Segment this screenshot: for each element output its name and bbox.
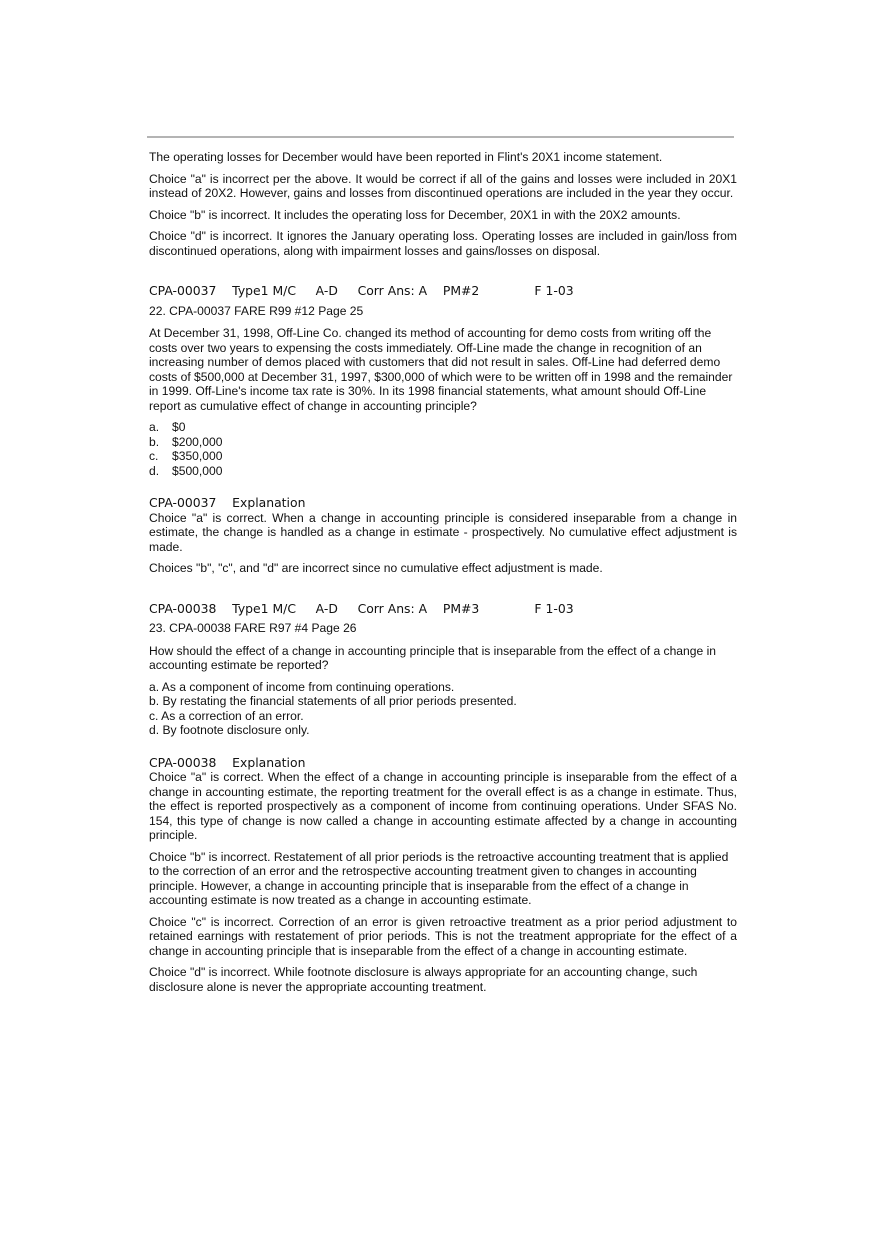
previous-explanation-continuation: [149, 150, 737, 258]
answer-choice: c. As a correction of an error.: [149, 708, 304, 723]
paragraph: Choice "d" is incorrect. It ignores the January operating loss. Operating losses are included in gain/loss from discontinued operations, along with impairment losses and gains/losses on disposal.: [149, 229, 737, 258]
answer-choice: b. $200,000: [149, 434, 223, 449]
question-cpa-00038: [149, 602, 737, 995]
question-header: CPA-00037 Type1 M/C A-D Corr Ans: A PM#2 F 1-03: [149, 283, 574, 298]
explanation-paragraph: Choice "a" is correct. When a change in accounting principle is considered inseparable from a change in estimate, the change is handled as a change in estimate - prospectively. No cumulative effect adjustment is made.: [149, 510, 737, 554]
answer-choice: a. As a component of income from continuing operations.: [149, 679, 455, 694]
header-rule: [147, 136, 734, 138]
answer-choices: [149, 680, 737, 738]
question-text: At December 31, 1998, Off-Line Co. changed its method of accounting for demo costs from writing off the costs over two years to expensing the costs immediately. Off-Line made the change in recognition of an increasing number of demos placed with customers that did not result in sales. Off-Line had deferred demo costs of $500,000 at December 31, 1997, $300,000 of which were to be written off in 1998 and the remainder in 1999. Off-Line's income tax rate is 30%. In its 1998 financial statements, what amount should Off-Line report as cumulative effect of change in accounting principle?: [149, 326, 733, 413]
paragraph: Choice "b" is incorrect. It includes the operating loss for December, 20X1 in with the 20X2 amounts.: [149, 207, 681, 222]
question-text: How should the effect of a change in accounting principle that is inseparable from the effect of a change in accounting estimate be reported?: [149, 643, 716, 672]
answer-choice: d. $500,000: [149, 463, 223, 478]
answer-choice: d. By footnote disclosure only.: [149, 723, 310, 737]
answer-choice: b. By restating the financial statements of all prior periods presented.: [149, 694, 517, 708]
explanation-header: CPA-00038 Explanation: [149, 754, 306, 770]
paragraph: Choice "a" is incorrect per the above. It would be correct if all of the gains and losses were included in 20X1 instead of 20X2. However, gains and losses from discontinued operations are included in the year they occur.: [149, 171, 737, 200]
question-number-line: 22. CPA-00037 FARE R99 #12 Page 25: [149, 303, 364, 318]
explanation-paragraph: Choices "b", "c", and "d" are incorrect since no cumulative effect adjustment is made.: [149, 561, 603, 575]
paragraph: The operating losses for December would have been reported in Flint's 20X1 income statement.: [149, 150, 663, 164]
question-cpa-00037: [149, 284, 737, 576]
page-content: [149, 150, 737, 1001]
answer-choices: [149, 420, 737, 478]
explanation-paragraph: Choice "a" is correct. When the effect of a change in accounting principle is inseparable from the effect of a change in accounting estimate, the reporting treatment for the overall effect is as a change in estimate. Thus, the effect is reported prospectively as a component of income from continuing operations. Under SFAS No. 154, this type of change is now called a change in accounting estimate affected by a change in accounting principle.: [149, 770, 737, 842]
question-number-line: 23. CPA-00038 FARE R97 #4 Page 26: [149, 621, 357, 635]
explanation-paragraph: Choice "b" is incorrect. Restatement of all prior periods is the retroactive accounting treatment that is applied to the correction of an error and the retrospective accounting treatment given to changes in accounting principle. However, a change in accounting principle that is inseparable from the effect of a change in accounting estimate is now treated as a change in accounting estimate.: [149, 849, 729, 907]
explanation-header: CPA-00037 Explanation: [149, 495, 306, 510]
explanation-paragraph: Choice "d" is incorrect. While footnote disclosure is always appropriate for an accounting change, such disclosure alone is never the appropriate accounting treatment.: [149, 965, 698, 994]
answer-choice: c. $350,000: [149, 449, 223, 463]
question-header: CPA-00038 Type1 M/C A-D Corr Ans: A PM#3 F 1-03: [149, 600, 574, 616]
explanation-paragraph: Choice "c" is incorrect. Correction of an error is given retroactive treatment as a prior period adjustment to retained earnings with restatement of prior periods. This is not the treatment appropriate for the effect of a change in accounting principle that is inseparable from the effect of a change in accounting estimate.: [149, 914, 737, 958]
answer-choice: a. $0: [149, 420, 186, 434]
